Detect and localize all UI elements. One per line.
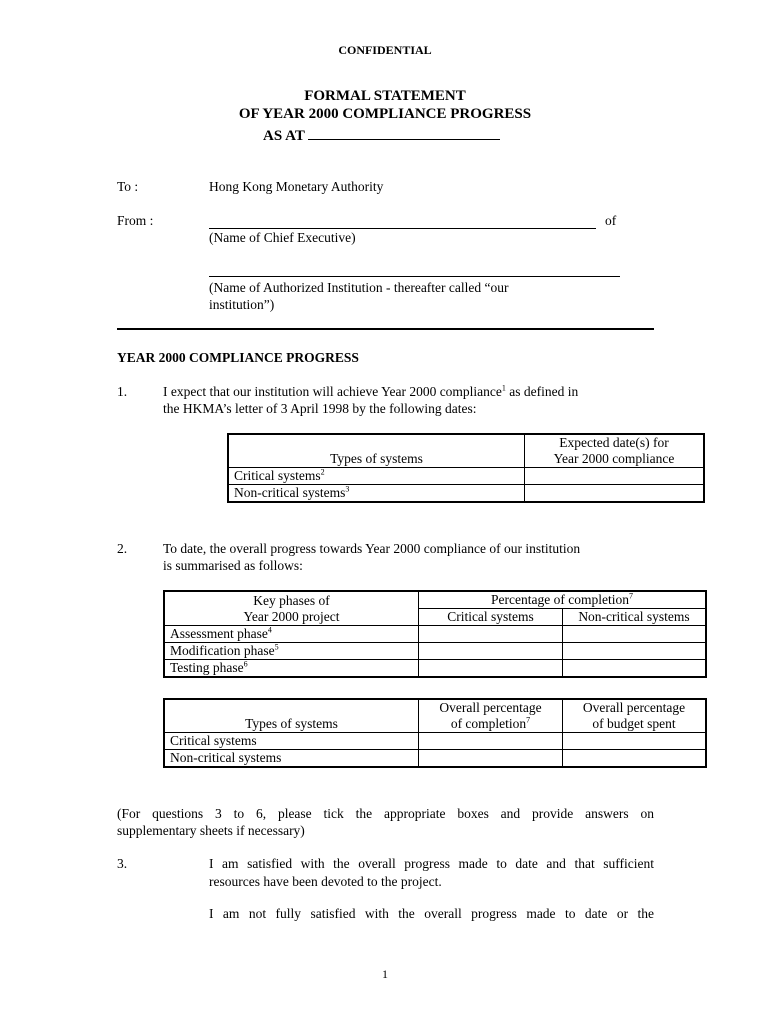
row-label: Critical systems — [164, 733, 419, 750]
section-heading: YEAR 2000 COMPLIANCE PROGRESS — [117, 350, 359, 365]
section-divider — [117, 328, 654, 330]
subheader-non-critical-systems: Non-critical systems — [563, 609, 707, 626]
q2-phases-table — [163, 590, 707, 678]
institution-name-field[interactable] — [209, 262, 620, 277]
to-label: To : — [117, 179, 139, 194]
of-label: of — [605, 213, 617, 228]
table-row — [164, 626, 706, 643]
input-cell[interactable] — [563, 733, 707, 750]
chief-executive-caption: (Name of Chief Executive) — [209, 230, 356, 245]
q3-number: 3. — [117, 856, 128, 871]
q2-text-line-1: To date, the overall progress towards Year 2000 compliance of our institution — [163, 541, 581, 556]
input-cell[interactable] — [419, 660, 563, 678]
table-row — [164, 733, 706, 750]
institution-caption-line-2: institution”) — [209, 297, 275, 312]
title-line-1: FORMAL STATEMENT — [304, 88, 466, 104]
q2-overall-table — [163, 698, 707, 768]
header-expected-dates: Expected date(s) for Year 2000 compliance — [525, 434, 705, 468]
table-header-row — [228, 434, 704, 468]
q1-text-line-2: the HKMA’s letter of 3 April 1998 by the following dates: — [163, 401, 477, 416]
row-label: Non-critical systems — [164, 750, 419, 768]
row-label: Non-critical systems$^3$ — [228, 485, 525, 503]
row-label: Critical systems$^2$ — [228, 468, 525, 485]
to-value: Hong Kong Monetary Authority — [209, 179, 384, 194]
q1-text-line-1 — [163, 384, 655, 400]
input-cell[interactable] — [419, 626, 563, 643]
non-critical-systems-date-cell[interactable] — [525, 485, 705, 503]
as-at-label: AS AT — [263, 128, 305, 144]
header-key-phases: Key phases of Year 2000 project — [164, 591, 419, 626]
q1-text-end: as defined in — [505, 384, 579, 399]
header-types-of-systems: Types of systems — [228, 434, 525, 468]
row-label: Assessment phase$^4$ — [164, 626, 419, 643]
confidential-label: CONFIDENTIAL — [338, 43, 432, 57]
q3-option-2-line-1: I am not fully satisfied with the overall progress made to date or the — [209, 906, 654, 921]
chief-executive-name-field[interactable] — [209, 214, 596, 229]
q1-number: 1. — [117, 384, 128, 399]
input-cell[interactable] — [563, 626, 707, 643]
title-line-3 — [263, 125, 500, 145]
input-cell[interactable] — [419, 733, 563, 750]
critical-systems-date-cell[interactable] — [525, 468, 705, 485]
instructions-line-1: (For questions 3 to 6, please tick the appropriate boxes and provide answers on — [117, 806, 654, 821]
q2-text-line-2: is summarised as follows: — [163, 558, 303, 573]
table-row — [164, 643, 706, 660]
input-cell[interactable] — [563, 750, 707, 768]
from-label: From : — [117, 213, 154, 228]
q1-compliance-dates-table — [227, 433, 705, 503]
table-row — [228, 485, 704, 503]
title-line-2: OF YEAR 2000 COMPLIANCE PROGRESS — [238, 106, 532, 122]
table-header-row — [164, 699, 706, 733]
institution-caption-line-1: (Name of Authorized Institution - thereafter called “our — [209, 280, 509, 295]
q3-option-1-line-2: resources have been devoted to the project. — [209, 874, 442, 889]
as-at-date-field[interactable] — [308, 125, 500, 140]
input-cell[interactable] — [419, 643, 563, 660]
table-row — [164, 660, 706, 678]
input-cell[interactable] — [563, 660, 707, 678]
page-number: 1 — [382, 967, 388, 981]
header-percentage-completion: Percentage of completion$^7$ — [419, 591, 707, 609]
input-cell[interactable] — [563, 643, 707, 660]
input-cell[interactable] — [419, 750, 563, 768]
q3-option-1-line-1: I am satisfied with the overall progress made to date and that sufficient — [209, 856, 654, 871]
q2-number: 2. — [117, 541, 128, 556]
table-row — [164, 750, 706, 768]
header-overall-completion: Overall percentage of completion$^7$ — [419, 699, 563, 733]
header-types-of-systems: Types of systems — [164, 699, 419, 733]
table-row — [228, 468, 704, 485]
header-overall-budget: Overall percentage of budget spent — [563, 699, 707, 733]
instructions-line-2: supplementary sheets if necessary) — [117, 823, 305, 838]
q1-text: I expect that our institution will achieve Year 2000 compliance — [163, 384, 502, 399]
row-label: Testing phase$^6$ — [164, 660, 419, 678]
row-label: Modification phase$^5$ — [164, 643, 419, 660]
footnote-ref: 1 — [501, 383, 506, 393]
subheader-critical-systems: Critical systems — [419, 609, 563, 626]
table-header-row — [164, 591, 706, 609]
